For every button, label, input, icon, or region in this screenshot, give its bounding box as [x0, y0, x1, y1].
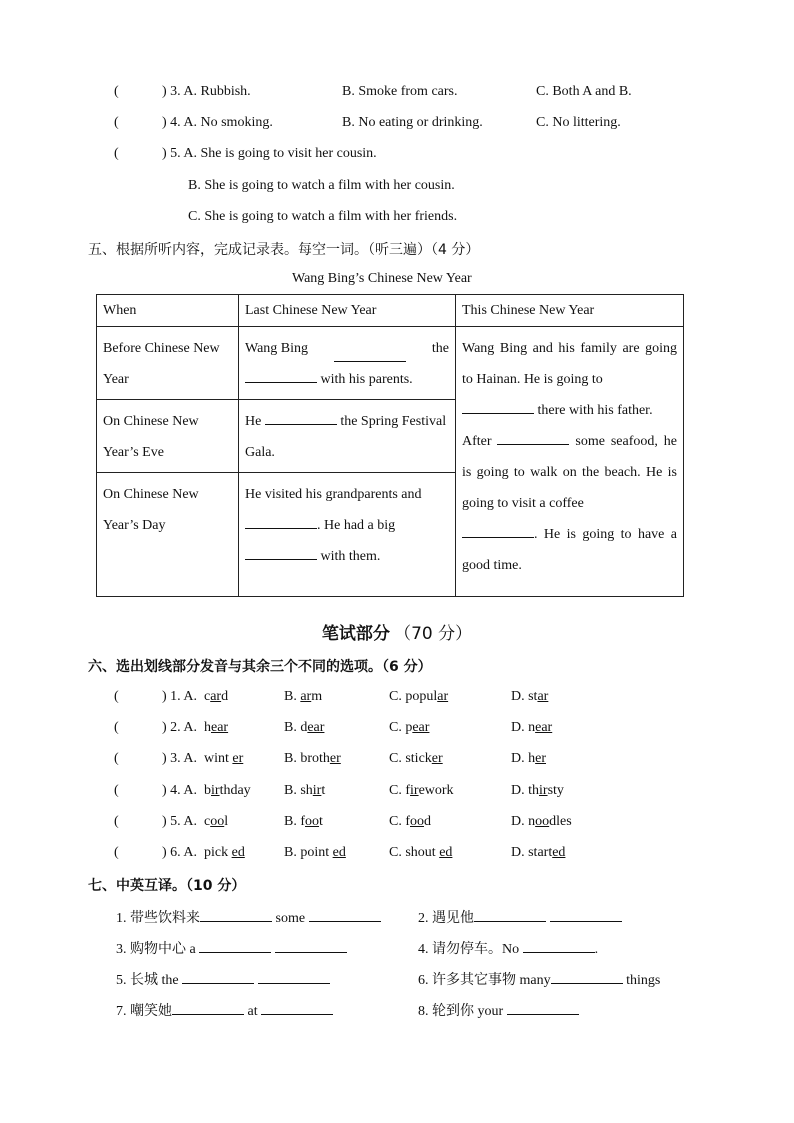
translate-item-5: 5. 长城 the: [116, 969, 330, 989]
phonics-option-c: C. sticker: [389, 751, 443, 767]
row-day-when: On Chinese New Year’s Day: [97, 473, 239, 597]
answer-blank[interactable]: [172, 1002, 244, 1015]
answer-paren[interactable]: (: [114, 845, 119, 860]
question-3-option-c: C. Both A and B.: [536, 84, 632, 99]
answer-blank[interactable]: [497, 432, 569, 445]
record-table: [96, 294, 684, 597]
question-5-option-b: B. She is going to watch a film with her cousin.: [188, 178, 455, 193]
translate-item-4: 4. 请勿停车。No .: [418, 941, 599, 957]
question-3-row: ( ) 3. A. Rubbish.: [114, 84, 251, 99]
phonics-option-b: B. foot: [284, 813, 323, 829]
answer-blank[interactable]: [265, 412, 337, 425]
row-before-last: Wang Bing the with his parents.: [239, 327, 456, 400]
phonics-option-a: hear: [204, 720, 229, 736]
answer-paren[interactable]: (: [114, 720, 119, 736]
translate-item-2: 2. 遇见他: [418, 907, 622, 927]
section-7-heading: 七、中英互译。（10 分）: [88, 878, 246, 894]
phonics-option-d: D. thirsty: [511, 782, 564, 798]
phonics-option-b: B. dear: [284, 720, 325, 736]
translate-item-1: 1. 带些饮料来 some: [116, 907, 381, 927]
header-last-year: Last Chinese New Year: [239, 295, 456, 327]
answer-blank[interactable]: [462, 401, 534, 414]
phonics-option-c: C. pear: [389, 720, 430, 736]
answer-blank[interactable]: [261, 1002, 333, 1015]
phonics-option-a: pick ed: [204, 845, 245, 860]
answer-blank[interactable]: [309, 909, 381, 922]
answer-blank[interactable]: [523, 940, 595, 953]
phonics-item-2: ( ) 2. A.: [114, 720, 197, 736]
answer-blank[interactable]: [474, 909, 546, 922]
answer-blank[interactable]: [245, 547, 317, 560]
phonics-option-c: C. shout ed: [389, 845, 453, 860]
question-4-row: ( ) 4. A. No smoking.: [114, 115, 273, 130]
answer-blank[interactable]: [275, 940, 347, 953]
translate-item-7: 7. 嘲笑她 at: [116, 1000, 333, 1020]
header-when: When: [97, 295, 239, 327]
phonics-item-6: ( ) 6. A.: [114, 845, 197, 860]
phonics-option-a: cool: [204, 813, 229, 829]
phonics-option-b: B. brother: [284, 751, 341, 767]
section-6-heading: 六、选出划线部分发音与其余三个不同的选项。（6 分）: [88, 659, 432, 675]
phonics-option-d: D. near: [511, 720, 553, 736]
phonics-option-b: B. point ed: [284, 845, 346, 860]
answer-paren[interactable]: (: [114, 751, 119, 767]
phonics-item-1: ( ) 1. A.: [114, 689, 197, 704]
answer-blank[interactable]: [334, 349, 406, 362]
question-3-option-b: B. Smoke from cars.: [342, 84, 458, 99]
translate-item-8: 8. 轮到你 your: [418, 1000, 579, 1020]
section-5-heading: 五、根据所听内容，完成记录表。每空一词。（听三遍）（4 分）: [88, 242, 480, 258]
answer-paren[interactable]: (: [114, 689, 119, 704]
answer-blank[interactable]: [245, 370, 317, 383]
translate-item-3: 3. 购物中心 a: [116, 938, 347, 958]
row-eve-when: On Chinese New Year’s Eve: [97, 400, 239, 473]
phonics-option-d: D. her: [511, 751, 547, 767]
row-eve-last: He the Spring Festival Gala.: [239, 400, 456, 473]
phonics-item-4: ( ) 4. A.: [114, 782, 197, 798]
answer-blank[interactable]: [507, 1002, 579, 1015]
question-4-option-b: B. No eating or drinking.: [342, 115, 483, 130]
phonics-option-b: B. shirt: [284, 782, 326, 798]
question-4-option-c: C. No littering.: [536, 115, 621, 130]
phonics-item-3: ( ) 3. A.: [114, 751, 197, 767]
answer-blank[interactable]: [199, 940, 271, 953]
phonics-option-c: C. firework: [389, 782, 454, 798]
answer-blank[interactable]: [258, 971, 330, 984]
question-5-row: ( ) 5. A. She is going to visit her cousin.: [114, 146, 377, 161]
header-this-year: This Chinese New Year: [456, 295, 684, 327]
answer-blank[interactable]: [462, 525, 534, 538]
phonics-option-c: C. popular: [389, 689, 449, 704]
row-before-when: Before Chinese New Year: [97, 327, 239, 400]
table-title: Wang Bing’s Chinese New Year: [292, 271, 472, 286]
phonics-option-b: B. arm: [284, 689, 323, 704]
row-day-last: He visited his grandparents and . He had a big with them.: [239, 473, 456, 597]
answer-blank[interactable]: [245, 516, 317, 529]
written-part-title: 笔试部分 （70 分）: [321, 624, 473, 644]
answer-blank[interactable]: [551, 971, 623, 984]
this-year-cell: Wang Bing and his family are going to Hainan. He is going to there with his father. After some seafood, he is going to walk on the beach. He is going to visit a coffee . He is going to have a good time.: [456, 327, 684, 597]
answer-blank[interactable]: [200, 909, 272, 922]
answer-paren[interactable]: (: [114, 813, 119, 829]
phonics-option-c: C. food: [389, 813, 431, 829]
phonics-option-d: D. star: [511, 689, 549, 704]
answer-blank[interactable]: [550, 909, 622, 922]
answer-paren[interactable]: (: [114, 782, 119, 798]
question-5-option-c: C. She is going to watch a film with her friends.: [188, 209, 458, 224]
phonics-option-d: D. noodles: [511, 813, 572, 829]
translate-item-6: 6. 许多其它事物 many things: [418, 972, 661, 988]
answer-blank[interactable]: [182, 971, 254, 984]
phonics-item-5: ( ) 5. A.: [114, 813, 197, 829]
phonics-option-d: D. started: [511, 845, 566, 860]
phonics-option-a: wint er: [204, 751, 244, 767]
phonics-option-a: card: [204, 689, 229, 704]
phonics-option-a: birthday: [204, 782, 251, 798]
